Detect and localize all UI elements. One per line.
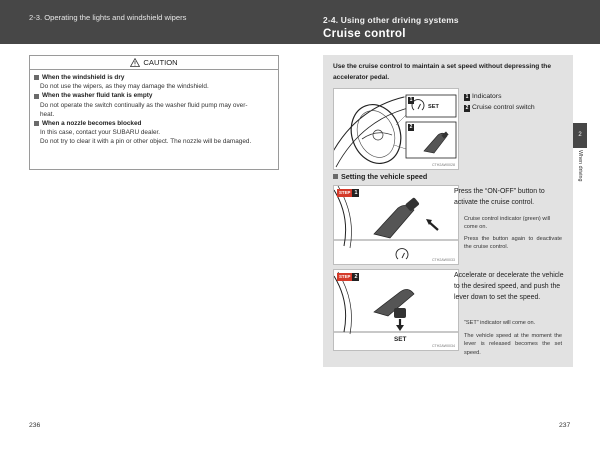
- step-1-note: Cruise control indicator (green) will come on.: [464, 216, 551, 231]
- caution-item-text: In this case, contact your SUBARU dealer.: [40, 129, 161, 137]
- figure-code: CTH2AW0033: [431, 258, 455, 262]
- step-2-badge: STEP 2: [339, 274, 358, 280]
- caution-item-heading: When the washer fluid tank is empty: [34, 91, 274, 100]
- left-section-header: 2-3. Operating the lights and windshield wipers: [29, 13, 187, 22]
- cruise-switch-press-illustration: [334, 186, 459, 265]
- callout-1-label: 1: [409, 97, 413, 103]
- chapter-tab[interactable]: 2: [573, 123, 587, 148]
- header-bar: [0, 0, 600, 44]
- caution-item-text: Do not try to clear it with a pin or other object. The nozzle will be damaged.: [40, 138, 252, 146]
- callout-2-label: 2: [409, 124, 413, 130]
- intro-text: Use the cruise control to maintain a set speed without depressing the accelerator pedal.: [333, 63, 552, 81]
- caution-item-heading: When a nozzle becomes blocked: [34, 119, 274, 128]
- right-section-header: 2-4. Using other driving systems: [323, 15, 459, 25]
- set-lever-label: SET: [394, 336, 407, 343]
- figure-legend: [464, 91, 535, 113]
- caution-box: [29, 55, 279, 170]
- step-1-note: Press the button again to deactivate the cruise control.: [464, 236, 562, 251]
- step-2-note: “SET” indicator will come on.: [464, 320, 536, 326]
- figure-code: CTH2AW0028: [431, 163, 455, 167]
- page-title: Cruise control: [323, 27, 406, 40]
- square-bullet-icon: [34, 94, 39, 99]
- caution-item-text: Do not use the wipers, as they may damage the windshield.: [40, 83, 209, 91]
- square-bullet-icon: [34, 121, 39, 126]
- step-2-note: The vehicle speed at the moment the lever is released becomes the set speed.: [464, 333, 562, 356]
- figure-code: CTH2AW0034: [431, 344, 455, 348]
- square-bullet-icon: [34, 75, 39, 80]
- page-number-left: 236: [29, 422, 41, 429]
- caution-item-text: heat.: [40, 110, 55, 118]
- caution-header: [30, 56, 278, 70]
- step-1-badge: STEP 1: [339, 190, 358, 196]
- chapter-label: When driving: [577, 150, 583, 182]
- subsection-heading: Setting the vehicle speed: [333, 172, 427, 181]
- caution-item-text: Do not operate the switch continually as the washer fluid pump may over-: [40, 101, 248, 109]
- caution-title: CAUTION: [143, 58, 178, 67]
- legend-item: 1 Indicators: [465, 93, 502, 100]
- step-2-text: Accelerate or decelerate the vehicle to the desired speed, and push the lever down to set the speed.: [454, 272, 564, 301]
- figure-step-2: [333, 269, 459, 351]
- figure-step-1: [333, 185, 459, 265]
- caution-item-heading: When the windshield is dry: [34, 73, 274, 82]
- warning-triangle-icon: [130, 58, 140, 67]
- cockpit-illustration: [334, 89, 459, 170]
- square-bullet-icon: [333, 174, 338, 179]
- legend-item: 2 Cruise control switch: [465, 104, 535, 111]
- content-panel: [323, 55, 573, 367]
- step-1-text: Press the “ON-OFF” button to activate the cruise control.: [454, 188, 545, 206]
- page-number-right: 237: [559, 422, 571, 429]
- figure-cockpit: [333, 88, 459, 170]
- set-indicator-label: SET: [428, 104, 439, 110]
